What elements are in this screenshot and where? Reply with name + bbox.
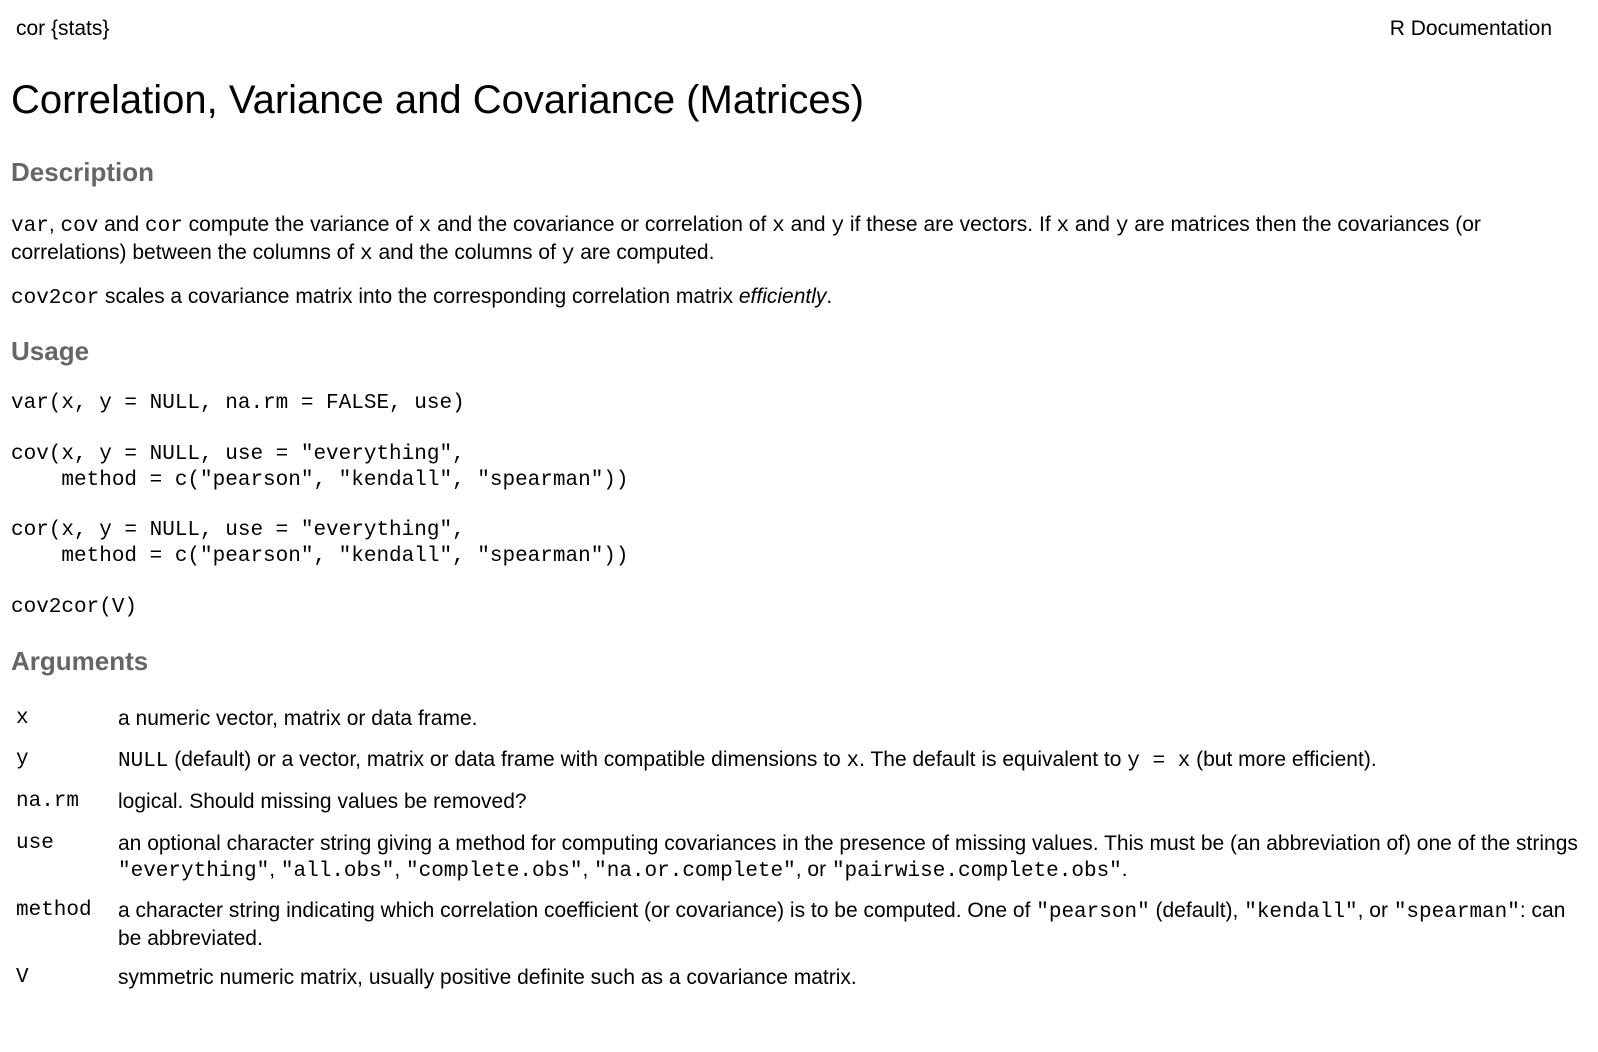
argument-description: logical. Should missing values be removed? xyxy=(118,790,527,813)
argument-name: x xyxy=(16,707,29,730)
usage-cor: cor(x, y = NULL, use = "everything", method = c("pearson", "kendall", "spearman")) xyxy=(11,519,629,568)
text: if these are vectors. If xyxy=(844,213,1057,236)
section-heading-description: Description xyxy=(11,157,155,187)
text: , xyxy=(394,858,406,881)
text: . xyxy=(1121,858,1128,881)
text: , xyxy=(48,213,61,236)
code-null: NULL xyxy=(118,750,169,773)
code-y: y xyxy=(831,215,845,238)
text: (default), xyxy=(1149,899,1245,922)
argument-description xyxy=(118,831,1578,885)
argument-description xyxy=(118,898,1578,952)
text: are computed. xyxy=(574,241,715,264)
argument-name: V xyxy=(16,966,29,989)
text: . xyxy=(826,285,833,308)
argument-name: na.rm xyxy=(16,790,80,813)
text: (default) or a vector, matrix or data frame with compatible dimensions to xyxy=(168,748,847,771)
text: and the columns of xyxy=(372,241,562,264)
text: (but more efficient). xyxy=(1190,748,1377,771)
text: . The default is equivalent to xyxy=(859,748,1128,771)
description-paragraph xyxy=(11,212,1571,268)
code-y: y xyxy=(561,243,575,266)
emphasis-text: efficiently xyxy=(738,285,827,308)
page-title: Correlation, Variance and Covariance (Matrices) xyxy=(11,78,864,122)
code-string: "complete.obs" xyxy=(406,860,583,883)
code-string: "all.obs" xyxy=(280,860,395,883)
argument-name: use xyxy=(16,832,54,855)
code-x: x xyxy=(1056,215,1070,238)
code-y-equals-x: y = x xyxy=(1127,750,1191,773)
code-cov2cor: cov2cor xyxy=(11,287,100,310)
text: and the covariance or correlation of xyxy=(431,213,773,236)
code-var: var xyxy=(11,215,49,238)
code-string: "pairwise.complete.obs" xyxy=(831,860,1122,883)
text: compute the variance of xyxy=(182,213,419,236)
argument-description: a numeric vector, matrix or data frame. xyxy=(118,707,478,730)
text: a character string indicating which correlation coefficient (or covariance) is to be computed. One of xyxy=(118,899,1037,922)
code-y: y xyxy=(1115,215,1129,238)
section-heading-usage: Usage xyxy=(11,336,90,366)
text: : can be abbreviated. xyxy=(118,899,1566,950)
usage-var: var(x, y = NULL, na.rm = FALSE, use) xyxy=(11,392,465,415)
cov2cor-paragraph xyxy=(11,284,1571,312)
doc-source-label: R Documentation xyxy=(1389,17,1552,40)
package-label: cor {stats} xyxy=(16,17,110,40)
text: are matrices then the covariances (or correlations) between the columns of xyxy=(11,213,1481,264)
text: and xyxy=(784,213,832,236)
code-string: "na.or.complete" xyxy=(594,860,796,883)
text: and xyxy=(98,213,146,236)
text: , or xyxy=(1357,899,1394,922)
text: scales a covariance matrix into the corresponding correlation matrix xyxy=(99,285,739,308)
code-string: "spearman" xyxy=(1393,901,1520,924)
argument-name: method xyxy=(16,899,92,922)
text: , xyxy=(269,858,281,881)
usage-cov2cor: cov2cor(V) xyxy=(11,596,138,619)
code-x: x xyxy=(846,750,860,773)
code-string: "kendall" xyxy=(1244,901,1358,924)
code-cor: cor xyxy=(145,215,183,238)
argument-name: y xyxy=(16,748,29,771)
text: , or xyxy=(795,858,832,881)
code-x: x xyxy=(418,215,432,238)
code-string: "pearson" xyxy=(1036,901,1150,924)
text: , xyxy=(582,858,595,881)
code-x: x xyxy=(772,215,785,238)
section-heading-arguments: Arguments xyxy=(11,646,149,676)
code-string: "everything" xyxy=(118,860,270,883)
code-cov: cov xyxy=(60,215,99,238)
argument-description xyxy=(118,747,1578,775)
code-x: x xyxy=(360,243,373,266)
text: and xyxy=(1069,213,1116,236)
usage-cov: cov(x, y = NULL, use = "everything", method = c("pearson", "kendall", "spearman")) xyxy=(11,443,629,492)
argument-description: symmetric numeric matrix, usually positive definite such as a covariance matrix. xyxy=(118,966,857,989)
text: an optional character string giving a method for computing covariances in the presence of missing values. This must be (an abbreviation of) one of the strings xyxy=(118,832,1578,855)
